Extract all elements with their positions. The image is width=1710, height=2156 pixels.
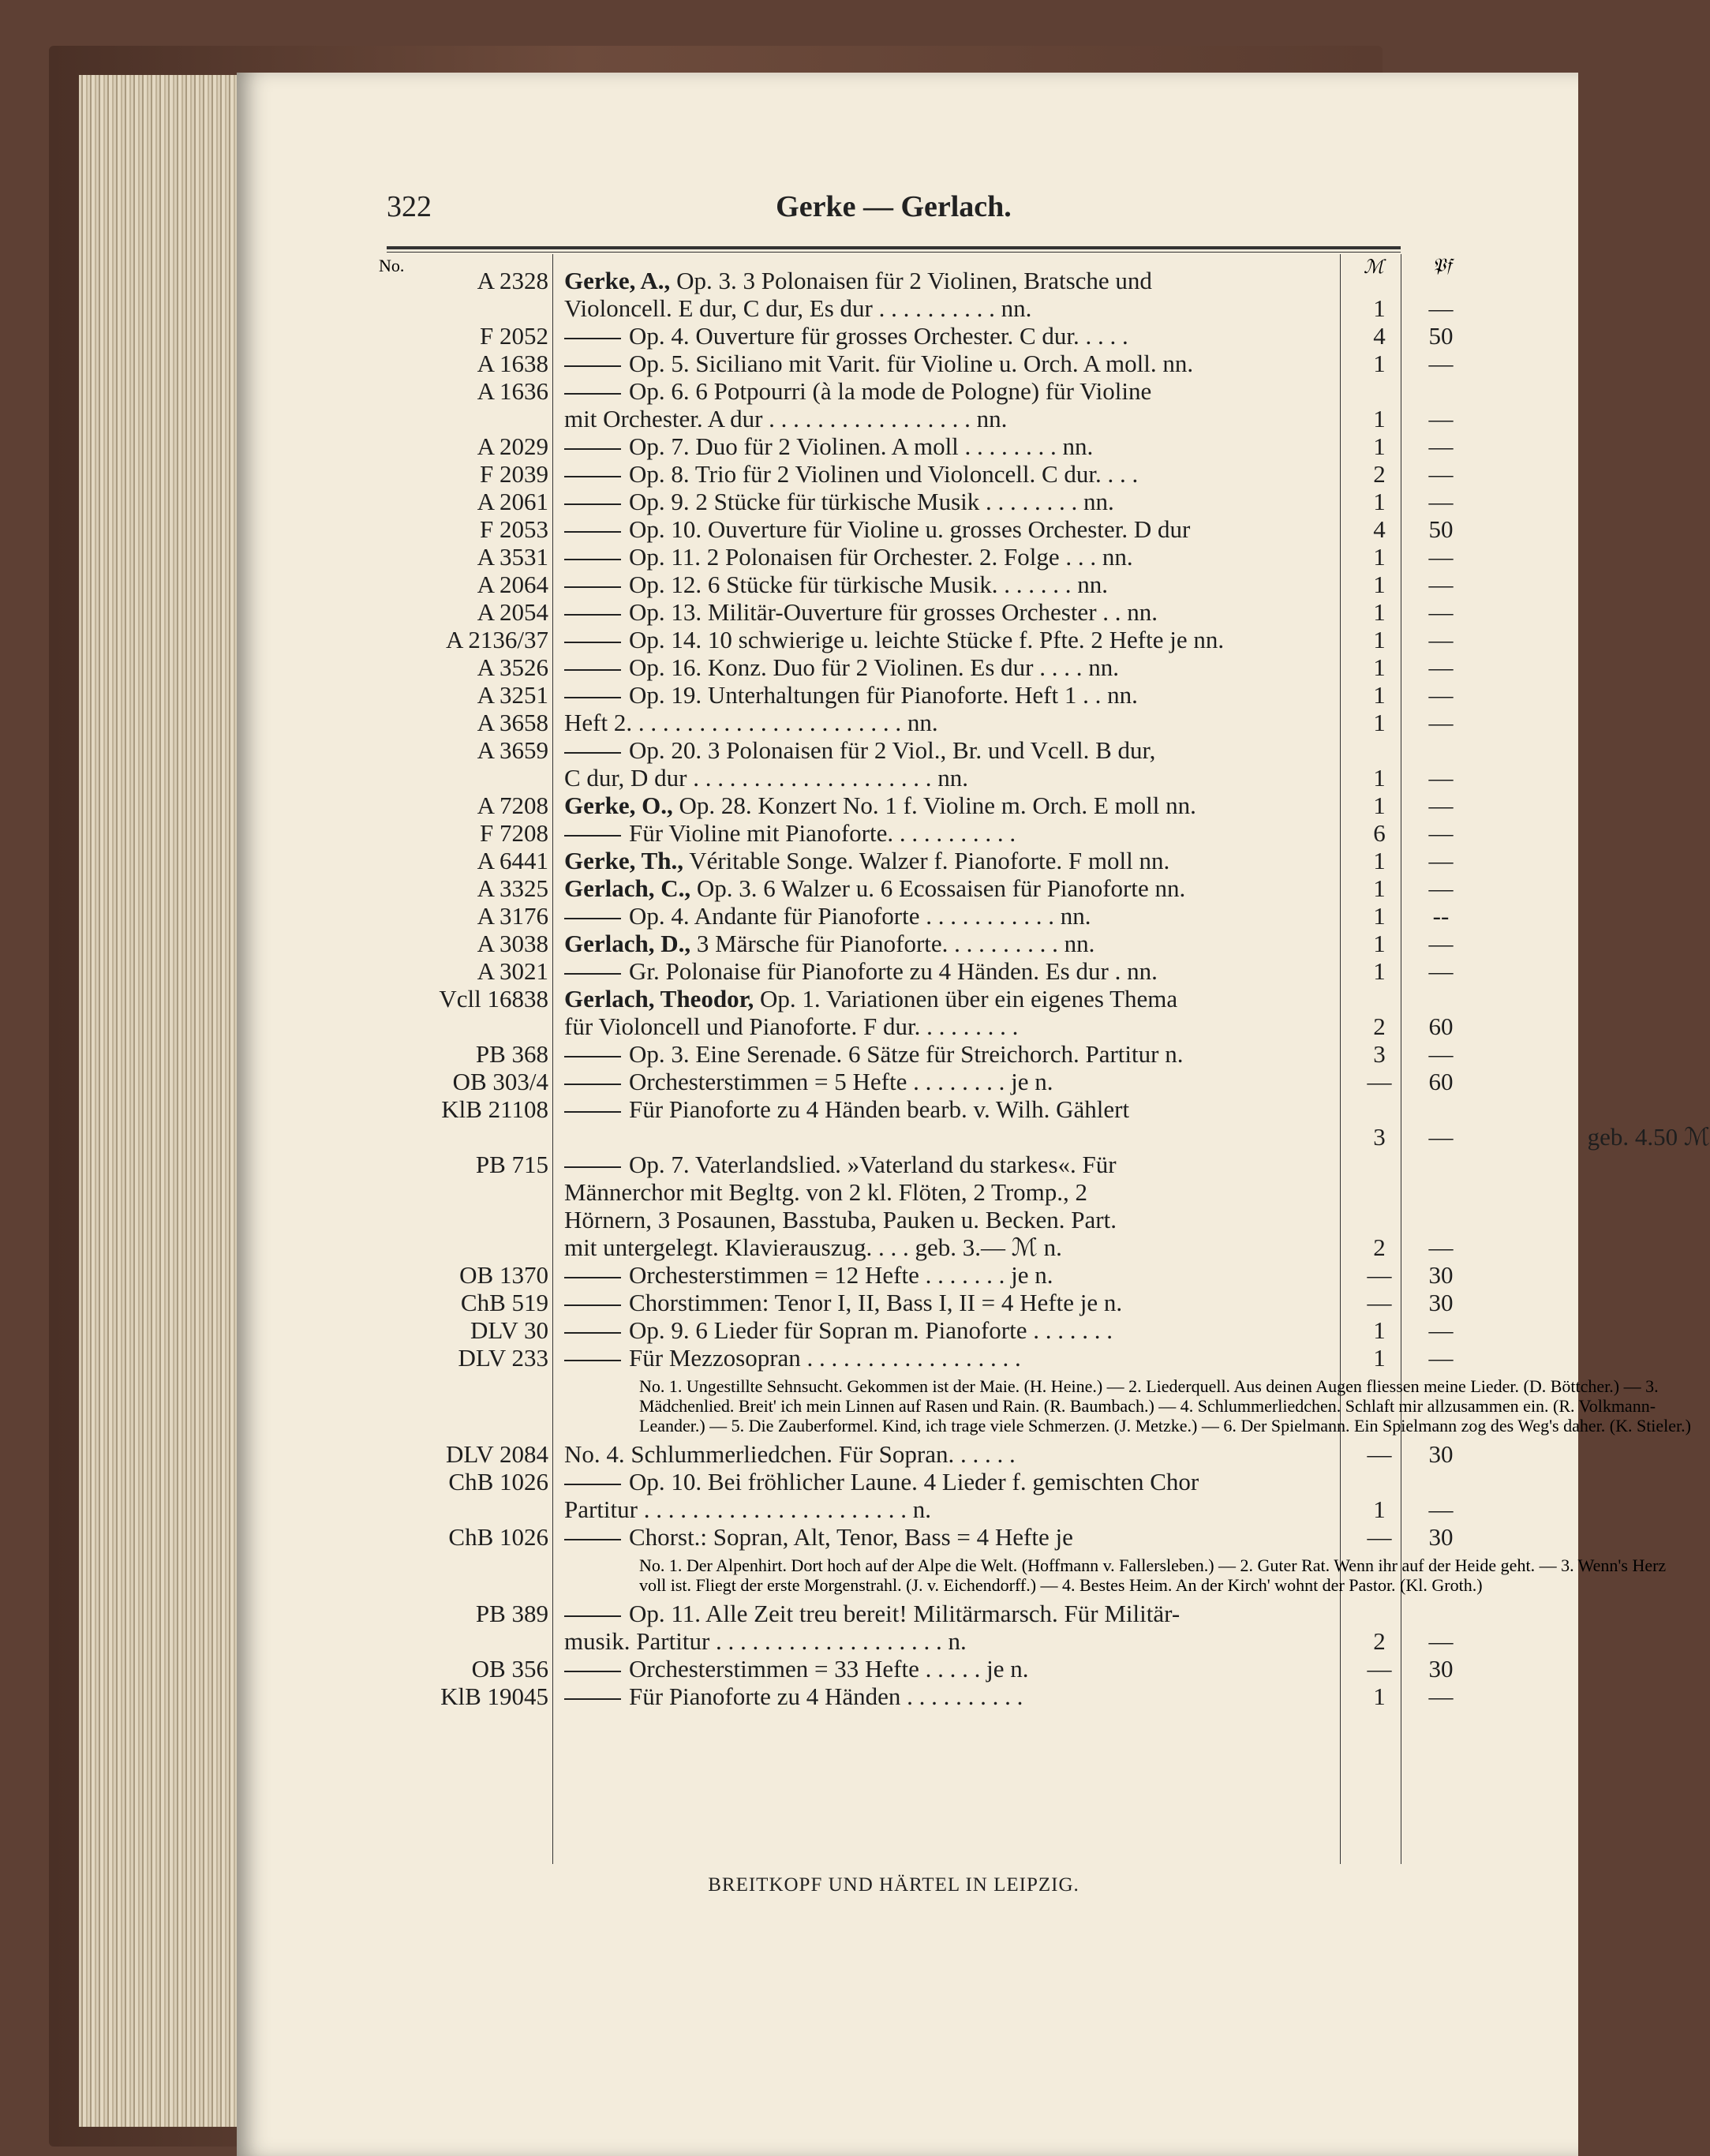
catalog-number: A 3325 [477, 874, 548, 902]
price-mark: 1 [1373, 432, 1386, 460]
catalog-entry [379, 764, 1454, 792]
ditto-dash [564, 752, 621, 754]
catalog-number: OB 1370 [459, 1261, 548, 1289]
price-pfennig: — [1428, 1495, 1454, 1523]
price-pfennig: — [1428, 709, 1454, 736]
catalog-number: A 2054 [477, 598, 548, 626]
header-rule [387, 246, 1401, 249]
ditto-dash [564, 1056, 621, 1057]
price-mark: — [1367, 1440, 1392, 1468]
entry-text: Op. 19. Unterhaltungen für Pianoforte. Heft 1 . . nn. [564, 681, 1710, 709]
price-pfennig: — [1428, 653, 1454, 681]
price-mark: 1 [1373, 874, 1386, 902]
price-mark: — [1367, 1289, 1392, 1316]
entry-text: Gerke, O., Op. 28. Konzert No. 1 f. Violine m. Orch. E moll nn. [564, 792, 1196, 819]
catalog-number: A 3526 [477, 653, 548, 681]
price-pfennig: — [1428, 460, 1454, 488]
price-mark: — [1367, 1261, 1392, 1289]
catalog-entry [379, 1495, 1454, 1523]
price-pfennig: — [1428, 1233, 1454, 1261]
catalog-number: ChB 1026 [448, 1468, 548, 1495]
ditto-dash [564, 365, 621, 367]
catalog-entry [379, 405, 1454, 432]
catalog-number: A 2064 [477, 571, 548, 598]
price-mark: 1 [1373, 764, 1386, 792]
catalog-entry [379, 874, 1454, 902]
price-mark: 1 [1373, 1683, 1386, 1710]
price-pfennig: — [1428, 432, 1454, 460]
catalog-entry [379, 792, 1454, 819]
catalog-entry [379, 1012, 1454, 1040]
price-mark: 1 [1373, 350, 1386, 377]
price-mark: 2 [1373, 1627, 1386, 1655]
catalog-number: A 3038 [477, 930, 548, 957]
entry-text: Violoncell. E dur, C dur, Es dur . . . . . . . . . . nn. [564, 294, 1032, 322]
ditto-dash [564, 1484, 621, 1485]
price-pfennig: — [1428, 626, 1454, 653]
ditto-dash [564, 503, 621, 505]
price-pfennig: -- [1432, 902, 1450, 930]
price-mark: — [1367, 1523, 1392, 1551]
ditto-dash [564, 1360, 621, 1361]
price-pfennig: — [1428, 874, 1454, 902]
price-pfennig: — [1428, 598, 1454, 626]
price-pfennig: — [1428, 1123, 1454, 1151]
entry-text: für Violoncell und Pianoforte. F dur. . . . . . . . . [564, 1012, 1019, 1040]
catalog-entry [379, 488, 1454, 515]
ditto-dash [564, 393, 621, 395]
entry-text: Op. 7. Vaterlandslied. »Vaterland du starkes«. Für [564, 1151, 1710, 1178]
catalog-entry [379, 1178, 1405, 1206]
price-mark: 1 [1373, 653, 1386, 681]
entry-text: Gr. Polonaise für Pianoforte zu 4 Händen. Es dur . nn. [564, 957, 1710, 985]
catalog-entry [379, 626, 1454, 653]
catalog-entry [379, 267, 1405, 294]
catalog-entry [379, 1316, 1454, 1344]
catalog-entry [379, 1095, 1405, 1123]
ditto-dash [564, 1615, 621, 1617]
price-pfennig: — [1428, 1683, 1454, 1710]
entry-text: mit untergelegt. Klavierauszug. . . . geb. 3.— ℳ n. [564, 1233, 1062, 1261]
catalog-number: F 7208 [480, 819, 548, 847]
catalog-number: A 3251 [477, 681, 548, 709]
entry-text: C dur, D dur . . . . . . . . . . . . . . . . . . . . nn. [564, 764, 968, 792]
entry-text: mit Orchester. A dur . . . . . . . . . . . . . . . . . nn. [564, 405, 1008, 432]
catalog-number: A 3176 [477, 902, 548, 930]
entry-text: No. 4. Schlummerliedchen. Für Sopran. . . . . . [564, 1440, 1016, 1468]
entry-text: Gerlach, Theodor, Op. 1. Variationen über ein eigenes Thema [564, 985, 1178, 1012]
ditto-dash [564, 338, 621, 339]
price-mark: 1 [1373, 1316, 1386, 1344]
catalog-entry [379, 1523, 1454, 1551]
page-number: 322 [387, 190, 432, 223]
price-mark: 1 [1373, 792, 1386, 819]
catalog-entry [379, 1261, 1454, 1289]
catalog-entry [379, 432, 1454, 460]
price-pfennig: — [1428, 847, 1454, 874]
price-pfennig: 60 [1428, 1068, 1454, 1095]
entry-text: Op. 12. 6 Stücke für türkische Musik. . . . . . . nn. [564, 571, 1710, 598]
price-mark: 1 [1373, 488, 1386, 515]
catalog-entry [379, 1655, 1454, 1683]
page-edges [79, 75, 260, 2127]
price-mark: 1 [1373, 847, 1386, 874]
price-mark: 1 [1373, 902, 1386, 930]
price-pfennig: — [1428, 1040, 1454, 1068]
ditto-dash [564, 1304, 621, 1306]
catalog-entry [379, 377, 1405, 405]
catalog-number: DLV 233 [458, 1344, 548, 1372]
catalog-entry [379, 736, 1405, 764]
song-list: No. 1. Der Alpenhirt. Dort hoch auf der Alpe die Welt. (Hoffmann v. Fallersleben.) — 2. Guter Rat. Wenn ihr auf der Heide geht. — 3. Wenn's Herz voll ist. Fliegt der erste Morgenstrahl. (J. v. Eichendorff.) — 4. Bestes Heim. An der Kirch' wohnt der Pastor. (Kl. Groth.) [639, 1555, 1667, 1595]
catalog-number: A 1636 [477, 377, 548, 405]
catalog-entry [379, 571, 1454, 598]
page-header [387, 189, 1401, 227]
ditto-dash [564, 559, 621, 560]
catalog-entry [379, 294, 1454, 322]
catalog-entry [379, 681, 1454, 709]
ditto-dash [564, 1111, 621, 1113]
ditto-dash [564, 1698, 621, 1700]
catalog-number: KlB 19045 [440, 1683, 548, 1710]
price-pfennig: — [1428, 819, 1454, 847]
catalog-entry [379, 598, 1454, 626]
catalog-number: A 3531 [477, 543, 548, 571]
price-pfennig: — [1428, 543, 1454, 571]
ditto-dash [564, 697, 621, 698]
ditto-dash [564, 669, 621, 671]
catalog-number: ChB 519 [460, 1289, 548, 1316]
catalog-number: F 2052 [480, 322, 548, 350]
price-mark: 1 [1373, 598, 1386, 626]
catalog-entry [379, 1233, 1454, 1261]
catalog-entry [379, 930, 1454, 957]
catalog-entry [379, 819, 1454, 847]
entry-text: Partitur . . . . . . . . . . . . . . . . . . . . . . n. [564, 1495, 931, 1523]
catalog-number: A 2328 [477, 267, 548, 294]
price-pfennig: 30 [1428, 1289, 1454, 1316]
price-pfennig: — [1428, 930, 1454, 957]
price-mark: 1 [1373, 957, 1386, 985]
catalog-entry [379, 350, 1454, 377]
price-pfennig: — [1428, 571, 1454, 598]
price-pfennig: 50 [1428, 322, 1454, 350]
entry-text: Für Mezzosopran . . . . . . . . . . . . . . . . . . [564, 1344, 1710, 1372]
price-pfennig: — [1428, 350, 1454, 377]
entry-text: Op. 11. 2 Polonaisen für Orchester. 2. Folge . . . nn. [564, 543, 1710, 571]
catalog-entry [379, 902, 1450, 930]
catalog-number: DLV 2084 [445, 1440, 548, 1468]
catalog-number: ChB 1026 [448, 1523, 548, 1551]
catalog-number: KlB 21108 [441, 1095, 548, 1123]
catalog-number: A 2136/37 [445, 626, 548, 653]
entry-text: Orchesterstimmen = 5 Hefte . . . . . . . . je n. [564, 1068, 1710, 1095]
entry-text: geb. 4.50 ℳ [1587, 1123, 1710, 1151]
entry-text: Op. 16. Konz. Duo für 2 Violinen. Es dur . . . . nn. [564, 653, 1710, 681]
entry-text: Op. 20. 3 Polonaisen für 2 Viol., Br. und Vcell. B dur, [564, 736, 1710, 764]
entry-text: Op. 4. Ouverture für grosses Orchester. C dur. . . . . [564, 322, 1710, 350]
price-mark: 1 [1373, 930, 1386, 957]
price-mark: 1 [1373, 405, 1386, 432]
catalog-number: PB 389 [475, 1600, 548, 1627]
catalog-entry [379, 460, 1454, 488]
catalog-entry [379, 985, 1405, 1012]
entry-text: Chorstimmen: Tenor I, II, Bass I, II = 4 Hefte je n. [564, 1289, 1710, 1316]
composer-name: Gerke, A., [564, 267, 671, 294]
catalog-entry [379, 1344, 1454, 1372]
entry-text: Op. 9. 6 Lieder für Sopran m. Pianoforte . . . . . . . [564, 1316, 1710, 1344]
catalog-number: F 2053 [480, 515, 548, 543]
catalog-number: A 2029 [477, 432, 548, 460]
catalog-number: A 3659 [477, 736, 548, 764]
price-pfennig: 30 [1428, 1523, 1454, 1551]
catalog-number: A 6441 [477, 847, 548, 874]
price-pfennig: — [1428, 405, 1454, 432]
entry-text: Für Pianoforte zu 4 Händen bearb. v. Wilh. Gählert [564, 1095, 1710, 1123]
catalog-entry [379, 322, 1454, 350]
price-mark: 4 [1373, 515, 1386, 543]
ditto-dash [564, 918, 621, 919]
entry-text: Heft 2. . . . . . . . . . . . . . . . . . . . . . . nn. [564, 709, 938, 736]
catalog-number: A 2061 [477, 488, 548, 515]
price-mark: — [1367, 1068, 1392, 1095]
catalog-number: DLV 30 [470, 1316, 548, 1344]
column-header-mark: ℳ [1364, 257, 1384, 278]
price-mark: 1 [1373, 543, 1386, 571]
catalog-entry [379, 1627, 1454, 1655]
ditto-dash [564, 1277, 621, 1278]
ditto-dash [564, 835, 621, 837]
ditto-dash [564, 614, 621, 616]
price-mark: 2 [1373, 1012, 1386, 1040]
price-pfennig: — [1428, 1344, 1454, 1372]
entry-text: Op. 6. 6 Potpourri (à la mode de Pologne) für Violine [564, 377, 1710, 405]
composer-name: Gerlach, D., [564, 930, 691, 957]
song-list: No. 1. Ungestillte Sehnsucht. Gekommen ist der Maie. (H. Heine.) — 2. Liederquell. Aus deinen Augen fliessen meine Lieder. (D. Böttcher.) — 3. Mädchenlied. Breit' ich mein Linnen auf Rasen und Rain. (R. Baumbach.) — 4. Schlummerliedchen. Schlaft mir allzusammen ein. (R. Volkmann-Leander.) — 5. Die Zauberformel. Kind, ich trage viele Schmerzen. (J. Metzke.) — 6. Der Spielmann. Ein Spielmann zog des Weg's daher. (K. Stieler.) [639, 1376, 1691, 1435]
ditto-dash [564, 1084, 621, 1085]
ditto-dash [564, 973, 621, 975]
entry-text: Orchesterstimmen = 12 Hefte . . . . . . . je n. [564, 1261, 1710, 1289]
entry-text: Op. 11. Alle Zeit treu bereit! Militärmarsch. Für Militär- [564, 1600, 1710, 1627]
entry-text: Op. 13. Militär-Ouverture für grosses Orchester . . nn. [564, 598, 1710, 626]
price-pfennig: — [1428, 764, 1454, 792]
catalog-entry [379, 847, 1454, 874]
price-pfennig: — [1428, 957, 1454, 985]
header-rule-thin [387, 252, 1401, 253]
ditto-dash [564, 531, 621, 533]
catalog-entry [379, 957, 1454, 985]
catalog-entry [379, 1468, 1405, 1495]
entry-text: Op. 4. Andante für Pianoforte . . . . . . . . . . . nn. [564, 902, 1710, 930]
catalog-entry [379, 1600, 1405, 1627]
composer-name: Gerlach, Theodor, [564, 985, 754, 1012]
price-pfennig: — [1428, 1627, 1454, 1655]
ditto-dash [564, 1539, 621, 1540]
price-mark: 1 [1373, 626, 1386, 653]
running-head: Gerke — Gerlach. [776, 190, 1012, 223]
catalog-entry [379, 1040, 1454, 1068]
catalog-number: A 3021 [477, 957, 548, 985]
catalog-number: PB 715 [475, 1151, 548, 1178]
price-pfennig: — [1428, 792, 1454, 819]
price-pfennig: — [1428, 294, 1454, 322]
price-mark: 1 [1373, 571, 1386, 598]
catalog-entry [379, 1151, 1405, 1178]
price-pfennig: — [1428, 681, 1454, 709]
price-pfennig: — [1428, 1316, 1454, 1344]
entry-text: Op. 8. Trio für 2 Violinen und Violoncell. C dur. . . . [564, 460, 1710, 488]
price-mark: 6 [1373, 819, 1386, 847]
entry-text: Gerlach, C., Op. 3. 6 Walzer u. 6 Ecossaisen für Pianoforte nn. [564, 874, 1186, 902]
catalog-entry [379, 653, 1454, 681]
entry-text: Chorst.: Sopran, Alt, Tenor, Bass = 4 Hefte je [564, 1523, 1710, 1551]
column-header-number: No. [379, 256, 405, 275]
entry-text: Gerke, Th., Véritable Songe. Walzer f. Pianoforte. F moll nn. [564, 847, 1170, 874]
entry-text: Gerke, A., Op. 3. 3 Polonaisen für 2 Violinen, Bratsche und [564, 267, 1152, 294]
catalog-entry [379, 1068, 1454, 1095]
price-mark: 1 [1373, 294, 1386, 322]
publisher-footer: BREITKOPF UND HÄRTEL IN LEIPZIG. [708, 1874, 1080, 1896]
catalog-entries [379, 254, 1710, 1710]
entry-text: Für Violine mit Pianoforte. . . . . . . . . . . [564, 819, 1710, 847]
price-mark: 3 [1373, 1040, 1386, 1068]
catalog-entry [379, 1683, 1454, 1710]
entry-text: Gerlach, D., 3 Märsche für Pianoforte. . . . . . . . . . nn. [564, 930, 1095, 957]
catalog-entry [379, 515, 1454, 543]
entry-text: Hörnern, 3 Posaunen, Basstuba, Pauken u. Becken. Part. [564, 1206, 1117, 1233]
catalog-number: OB 356 [471, 1655, 548, 1683]
composer-name: Gerlach, C., [564, 874, 691, 902]
ditto-dash [564, 1166, 621, 1168]
price-pfennig: 30 [1428, 1655, 1454, 1683]
entry-text: Op. 9. 2 Stücke für türkische Musik . . . . . . . . nn. [564, 488, 1710, 515]
column-header-pfennig: 𝔓𝔣 [1432, 256, 1452, 276]
catalog-entry [379, 543, 1454, 571]
catalog-number: Vcll 16838 [439, 985, 548, 1012]
entry-text: Orchesterstimmen = 33 Hefte . . . . . je n. [564, 1655, 1710, 1683]
catalog-number: PB 368 [475, 1040, 548, 1068]
entry-text: Für Pianoforte zu 4 Händen . . . . . . . . . . [564, 1683, 1710, 1710]
catalog-entry [379, 1440, 1454, 1468]
price-pfennig: — [1428, 488, 1454, 515]
entry-text: Op. 10. Ouverture für Violine u. grosses Orchester. D dur [564, 515, 1710, 543]
price-mark: 3 [1373, 1123, 1386, 1151]
catalog-number: F 2039 [480, 460, 548, 488]
catalog-entry [379, 1123, 1710, 1151]
entry-text: Op. 3. Eine Serenade. 6 Sätze für Streichorch. Partitur n. [564, 1040, 1710, 1068]
price-pfennig: 30 [1428, 1261, 1454, 1289]
catalog-number: OB 303/4 [452, 1068, 548, 1095]
ditto-dash [564, 448, 621, 450]
entry-text: Op. 7. Duo für 2 Violinen. A moll . . . . . . . . nn. [564, 432, 1710, 460]
catalog-entry [379, 1289, 1454, 1316]
price-pfennig: 60 [1428, 1012, 1454, 1040]
ditto-dash [564, 1671, 621, 1672]
price-mark: 2 [1373, 1233, 1386, 1261]
entry-text: Männerchor mit Begltg. von 2 kl. Flöten, 2 Tromp., 2 [564, 1178, 1088, 1206]
catalog-number: A 1638 [477, 350, 548, 377]
composer-name: Gerke, O., [564, 792, 673, 819]
entry-text: Op. 10. Bei fröhlicher Laune. 4 Lieder f. gemischten Chor [564, 1468, 1710, 1495]
entry-text: Op. 14. 10 schwierige u. leichte Stücke f. Pfte. 2 Hefte je nn. [564, 626, 1710, 653]
ditto-dash [564, 642, 621, 643]
price-mark: — [1367, 1655, 1392, 1683]
ditto-dash [564, 1332, 621, 1334]
price-mark: 1 [1373, 1495, 1386, 1523]
price-mark: 1 [1373, 709, 1386, 736]
entry-text: Op. 5. Siciliano mit Varit. für Violine u. Orch. A moll. nn. [564, 350, 1710, 377]
catalog-entry [379, 1206, 1405, 1233]
price-pfennig: 50 [1428, 515, 1454, 543]
entry-text: musik. Partitur . . . . . . . . . . . . . . . . . . . n. [564, 1627, 967, 1655]
ditto-dash [564, 586, 621, 588]
catalog-number: A 7208 [477, 792, 548, 819]
catalog-entry [379, 709, 1454, 736]
price-mark: 2 [1373, 460, 1386, 488]
price-pfennig: 30 [1428, 1440, 1454, 1468]
price-mark: 1 [1373, 681, 1386, 709]
catalog-number: A 3658 [477, 709, 548, 736]
composer-name: Gerke, Th., [564, 847, 683, 874]
ditto-dash [564, 476, 621, 477]
price-mark: 4 [1373, 322, 1386, 350]
price-mark: 1 [1373, 1344, 1386, 1372]
